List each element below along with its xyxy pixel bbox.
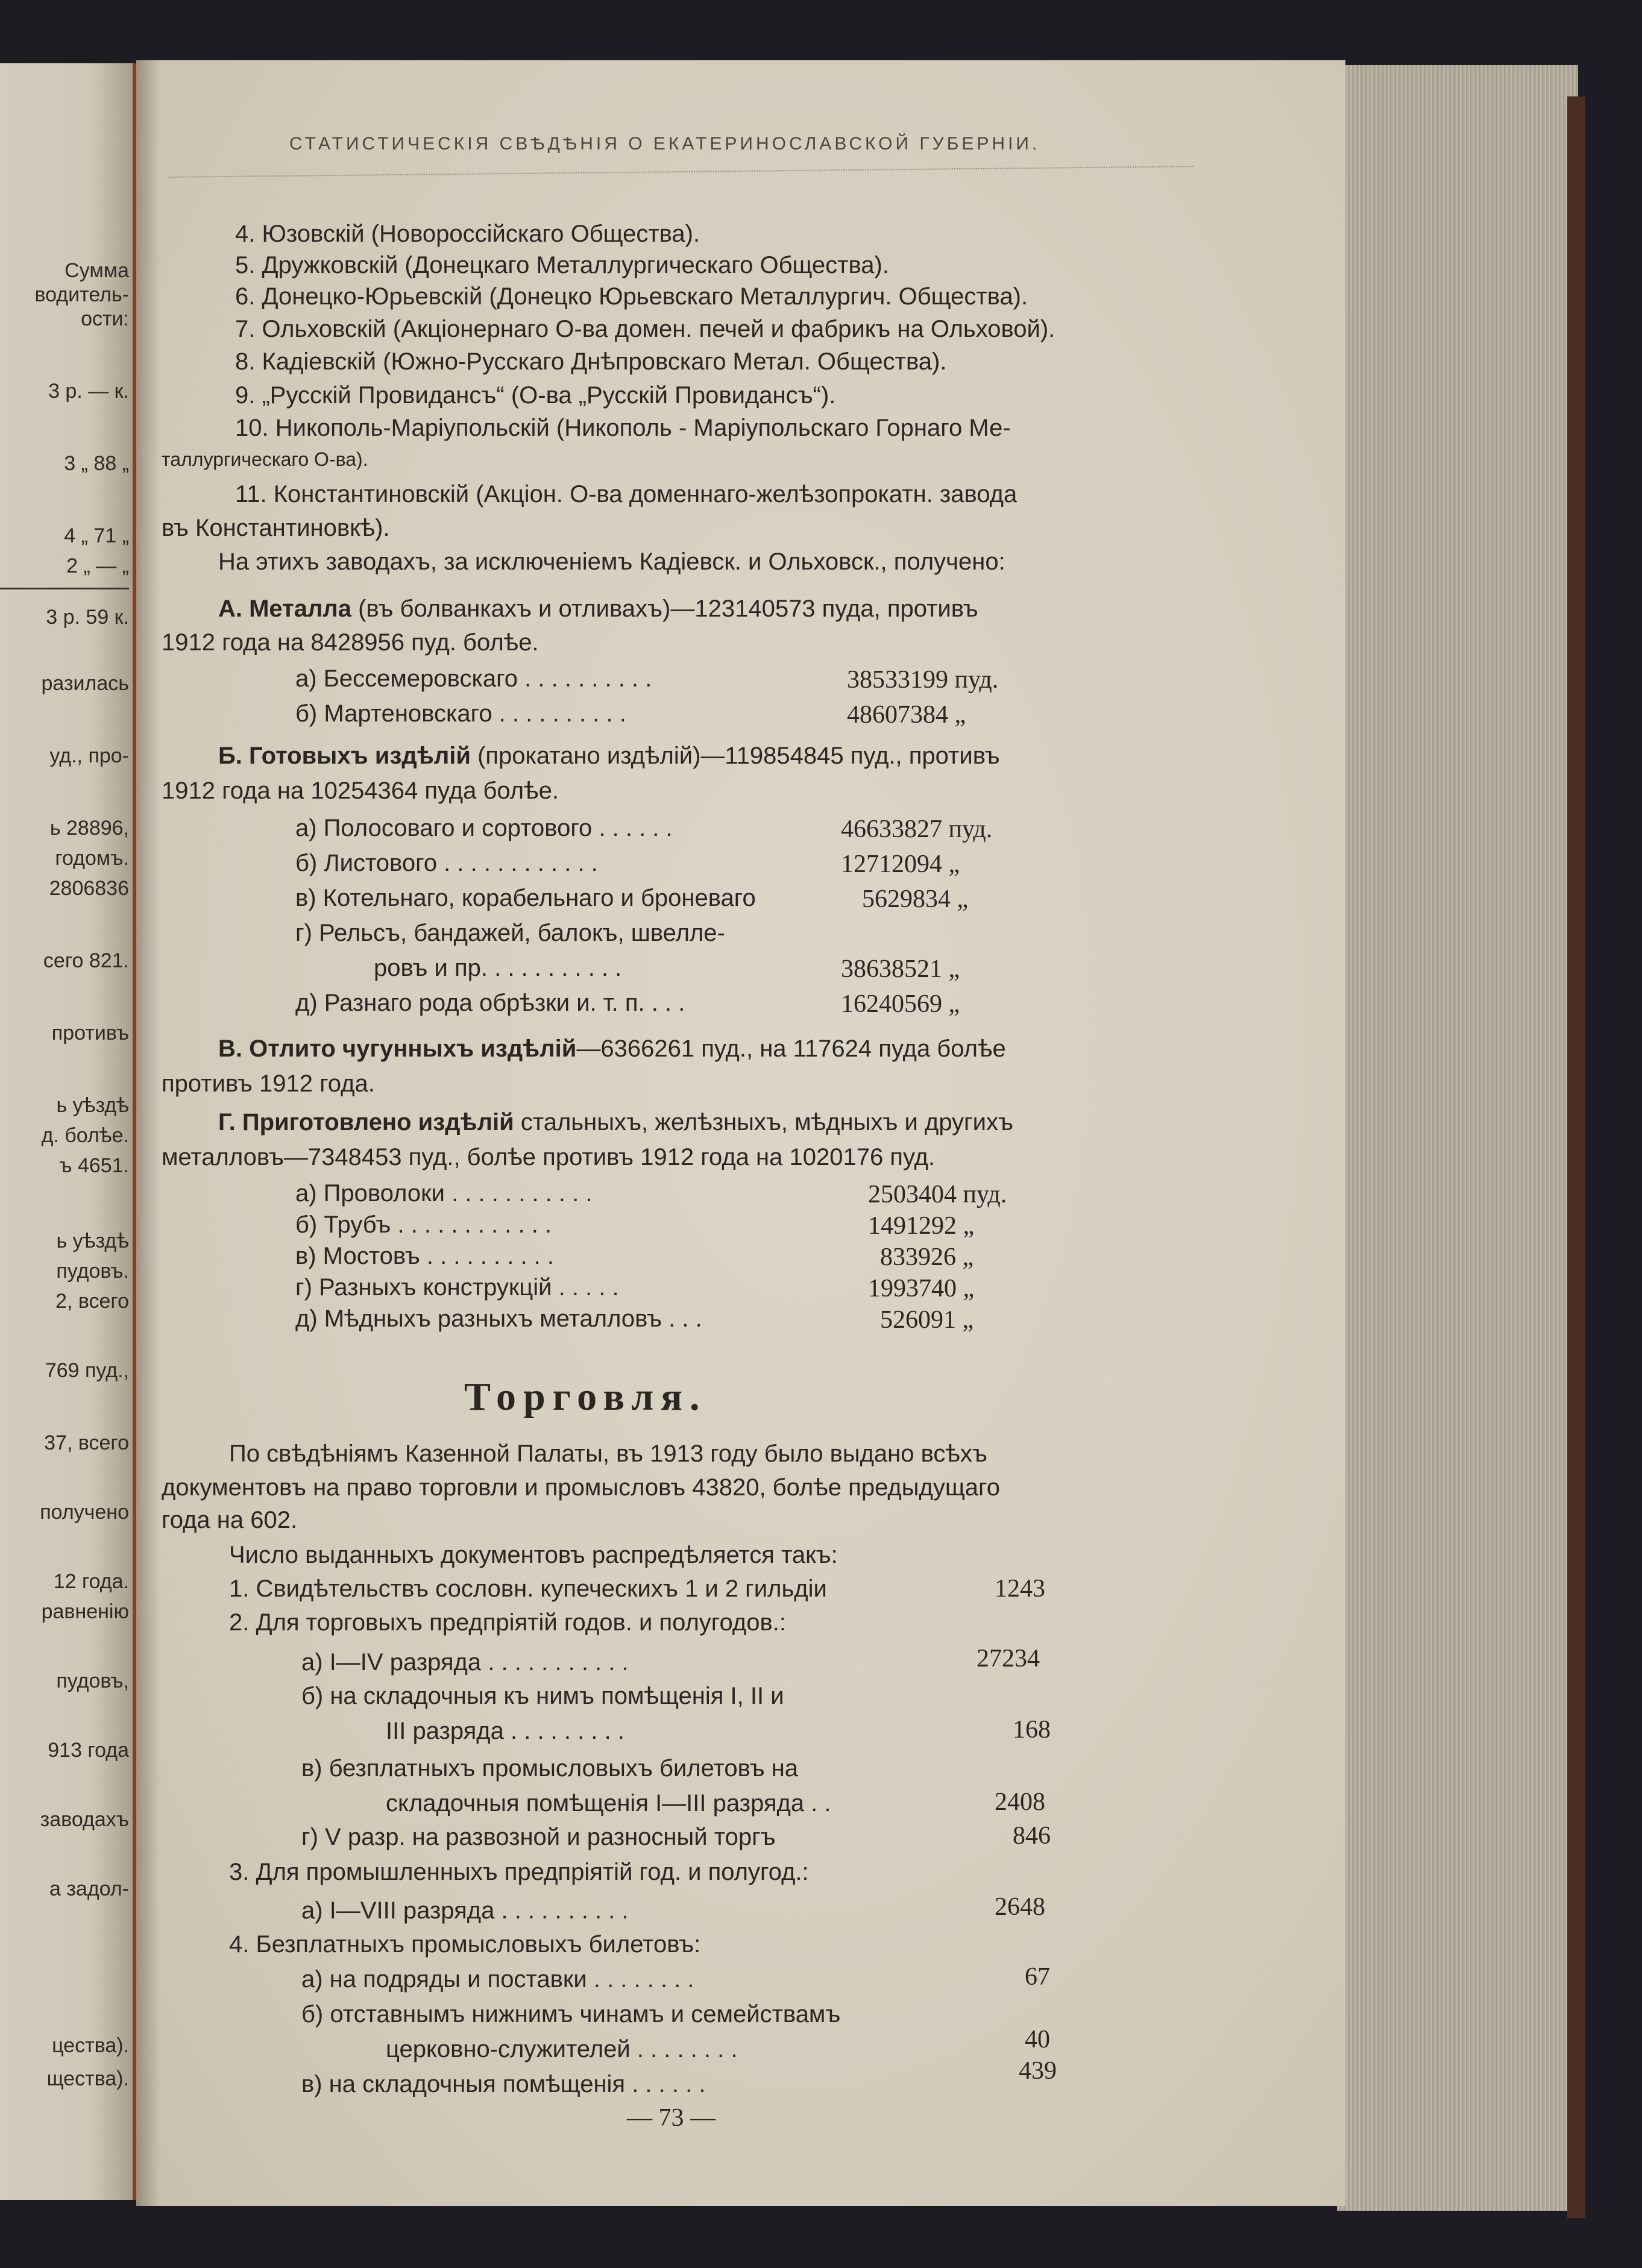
trade-row-value: 846 — [1013, 1822, 1051, 1850]
left-text: сего 821. — [43, 949, 129, 972]
trade-paragraph: документовъ на право торговли и промысловъ 43820, болѣе предыдущаго — [162, 1474, 1000, 1501]
trade-row-value: 27234 — [977, 1645, 1040, 1673]
goods-item-label: б) Трубъ . . . . . . . . . . . . — [295, 1211, 552, 1238]
trade-row-label: а) I—IV разряда . . . . . . . . . . . — [301, 1649, 629, 1676]
trade-row-value: 439 — [1019, 2057, 1057, 2085]
product-item-value: 46633827 пуд. — [841, 815, 993, 843]
section-a-line — [218, 597, 978, 621]
page-block-edge — [1337, 65, 1578, 2211]
trade-row-value: 67 — [1025, 1963, 1050, 1991]
section-b-heading: Б. Готовыхъ издѣлій — [218, 743, 471, 769]
metal-item-label: б) Мартеновскаго . . . . . . . . . . — [295, 700, 626, 727]
section-g-line2: металловъ—7348453 пуд., болѣе противъ 1912 года на 1020176 пуд. — [162, 1144, 936, 1170]
section-a-heading: А. Металла — [218, 595, 352, 622]
goods-item-label: г) Разныхъ конструкцій . . . . . — [295, 1274, 619, 1301]
left-text: 3 р. — к. — [48, 380, 129, 403]
trade-row-label: складочныя помѣщенія I—III разряда . . — [386, 1790, 831, 1817]
section-g-line — [218, 1110, 1013, 1134]
left-text: д. болѣе. — [41, 1124, 129, 1147]
left-text: Сумма — [64, 259, 129, 282]
plant-line: 8. Кадіевскій (Южно-Русскаго Днѣпровскаго Метал. Общества). — [235, 348, 947, 375]
trade-row-value: 40 — [1025, 2026, 1050, 2053]
trade-row-label: б) отставнымъ нижнимъ чинамъ и семействамъ — [301, 2001, 841, 2028]
goods-item-label: в) Мостовъ . . . . . . . . . . — [295, 1243, 555, 1269]
plant-line: таллургическаго О-ва). — [162, 448, 368, 470]
left-text: водитель- — [34, 283, 129, 306]
left-text: ъ 4651. — [59, 1154, 129, 1177]
left-text: 3 „ 88 „ — [64, 452, 129, 475]
product-item-value: 12712094 „ — [841, 850, 960, 878]
trade-row-value: 2648 — [995, 1893, 1045, 1921]
trade-paragraph: года на 602. — [162, 1507, 298, 1533]
trade-row-label: 2. Для торговыхъ предпріятій годов. и полугодов.: — [229, 1609, 786, 1636]
goods-item-value: 1993740 „ — [868, 1275, 975, 1302]
left-text: противъ — [51, 1022, 129, 1044]
left-text: 4 „ 71 „ — [64, 524, 129, 547]
left-text: ь уѣздѣ — [56, 1230, 129, 1252]
trade-row-label: III разряда . . . . . . . . . — [386, 1718, 624, 1744]
plant-line: 5. Дружковскій (Донецкаго Металлургическаго Общества). — [235, 252, 889, 278]
section-g-heading: Г. Приготовлено издѣлій — [218, 1109, 514, 1136]
left-text: 769 пуд., — [45, 1359, 129, 1382]
intro-line: На этихъ заводахъ, за исключеніемъ Кадіевск. и Ольховск., получено: — [218, 548, 1005, 575]
plant-line: 10. Никополь-Маріупольскій (Никополь - Маріупольскаго Горнаго Ме- — [235, 415, 1011, 441]
goods-item-label: а) Проволоки . . . . . . . . . . . — [295, 1180, 593, 1207]
left-text: заводахъ — [40, 1808, 129, 1831]
metal-item-value: 48607384 „ — [847, 701, 966, 729]
trade-row-label: г) V разр. на развозной и разносный торгъ — [301, 1824, 776, 1850]
left-text: ости: — [81, 307, 129, 330]
trade-row-label: 1. Свидѣтельствъ сословн. купеческихъ 1 и 2 гильдіи — [229, 1575, 827, 1602]
plant-line: 11. Константиновскій (Акціон. О-ва доменнаго-желѣзопрокатн. завода — [235, 481, 1018, 507]
trade-row-value: 168 — [1013, 1716, 1051, 1744]
left-text: 2806836 — [49, 877, 129, 900]
left-text: 3 р. 59 к. — [46, 606, 129, 629]
left-text: пудовъ. — [56, 1260, 129, 1283]
trade-title: Торговля. — [464, 1375, 707, 1419]
product-item-label: ровъ и пр. . . . . . . . . . . — [374, 955, 622, 981]
left-text: пудовъ, — [56, 1670, 129, 1692]
section-v-heading: В. Отлито чугунныхъ издѣлій — [218, 1035, 577, 1062]
section-b-text: (прокатано издѣлій)—119854845 пуд., противъ — [470, 743, 1000, 769]
trade-row-label: а) I—VIII разряда . . . . . . . . . . — [301, 1897, 629, 1924]
trade-row-label: церковно-служителей . . . . . . . . — [386, 2036, 738, 2062]
trade-row-value: 1243 — [995, 1575, 1045, 1603]
product-item-value: 38638521 „ — [841, 955, 960, 983]
goods-item-value: 1491292 „ — [868, 1212, 975, 1240]
goods-item-label: д) Мѣдныхъ разныхъ металловъ . . . — [295, 1305, 702, 1332]
goods-item-value: 833926 „ — [880, 1243, 974, 1271]
left-text: 2, всего — [55, 1290, 129, 1313]
trade-row-label: 3. Для промышленныхъ предпріятій год. и полугод.: — [229, 1859, 809, 1885]
book-cover-edge — [1567, 96, 1585, 2218]
gutter-shadow — [136, 60, 160, 2206]
plant-line: 4. Юзовскій (Новороссійскаго Общества). — [235, 221, 700, 247]
trade-paragraph: По свѣдѣніямъ Казенной Палаты, въ 1913 году было выдано всѣхъ — [229, 1440, 987, 1467]
product-item-value: 16240569 „ — [841, 990, 960, 1018]
trade-row-label: в) на складочныя помѣщенія . . . . . . — [301, 2071, 706, 2097]
product-item-label: а) Полосоваго и сортового . . . . . . — [295, 815, 673, 841]
left-rule — [0, 588, 129, 589]
left-text: разилась — [41, 672, 129, 695]
trade-paragraph: Число выданныхъ документовъ распредѣляется такъ: — [229, 1542, 838, 1568]
trade-row-label: 4. Безплатныхъ промысловыхъ билетовъ: — [229, 1931, 701, 1958]
product-item-value: 5629834 „ — [862, 885, 969, 913]
left-text: 37, всего — [44, 1431, 129, 1454]
product-item-label: в) Котельнаго, корабельнаго и броневаго — [295, 885, 756, 911]
section-a-text: (въ болванкахъ и отливахъ)—123140573 пуда, противъ — [351, 595, 978, 622]
plant-line: 6. Донецко-Юрьевскій (Донецко Юрьевскаго Металлургич. Общества). — [235, 283, 1028, 310]
product-item-label: б) Листового . . . . . . . . . . . . — [295, 850, 598, 876]
running-header: СТАТИСТИЧЕСКІЯ СВѢДѢНІЯ О ЕКАТЕРИНОСЛАВСКОЙ ГУБЕРНІИ. — [289, 134, 1040, 154]
left-text: цества). — [52, 2034, 129, 2057]
trade-row-label: в) безплатныхъ промысловыхъ билетовъ на — [301, 1755, 799, 1782]
product-item-label: г) Рельсъ, бандажей, балокъ, швелле- — [295, 920, 725, 946]
metal-item-label: а) Бессемеровскаго . . . . . . . . . . — [295, 665, 652, 692]
product-item-label: д) Разнаго рода обрѣзки и. т. п. . . . — [295, 990, 685, 1016]
page-number: — 73 — — [627, 2104, 716, 2132]
left-text: ь уѣздѣ — [56, 1094, 129, 1117]
left-text: а задол- — [49, 1877, 129, 1900]
section-v-line — [218, 1037, 1006, 1061]
left-text: 12 года. — [53, 1570, 129, 1593]
goods-item-value: 2503404 пуд. — [868, 1181, 1007, 1208]
left-text: годомъ. — [55, 847, 129, 870]
plant-line: 9. „Русскій Провидансъ“ (О-ва „Русскій Провидансъ“). — [235, 382, 836, 409]
left-text: 913 года — [48, 1739, 129, 1762]
left-text: получено — [40, 1501, 129, 1524]
left-text: ь 28896, — [49, 817, 129, 840]
plant-line: въ Константиновкѣ). — [162, 515, 390, 541]
section-a-line2: 1912 года на 8428956 пуд. болѣе. — [162, 629, 539, 656]
trade-row-label: б) на складочныя къ нимъ помѣщенія I, II и — [301, 1683, 784, 1709]
section-b-line2: 1912 года на 10254364 пуда болѣе. — [162, 777, 559, 804]
section-v-line2: противъ 1912 года. — [162, 1070, 375, 1097]
left-text: равненію — [41, 1600, 129, 1623]
goods-item-value: 526091 „ — [880, 1306, 974, 1334]
previous-page — [0, 63, 136, 2200]
left-text: уд., про- — [49, 744, 129, 767]
left-text: щества). — [46, 2067, 129, 2090]
trade-row-value: 2408 — [995, 1788, 1045, 1816]
section-v-text: —6366261 пуд., на 117624 пуда болѣе — [576, 1035, 1006, 1062]
metal-item-value: 38533199 пуд. — [847, 666, 999, 694]
trade-row-label: а) на подряды и поставки . . . . . . . . — [301, 1966, 694, 1993]
section-b-line — [218, 744, 1000, 768]
section-g-text: стальныхъ, желѣзныхъ, мѣдныхъ и другихъ — [514, 1109, 1013, 1136]
plant-line: 7. Ольховскій (Акціонернаго О-ва домен. печей и фабрикъ на Ольховой). — [235, 316, 1055, 342]
left-text: 2 „ — „ — [66, 554, 129, 577]
